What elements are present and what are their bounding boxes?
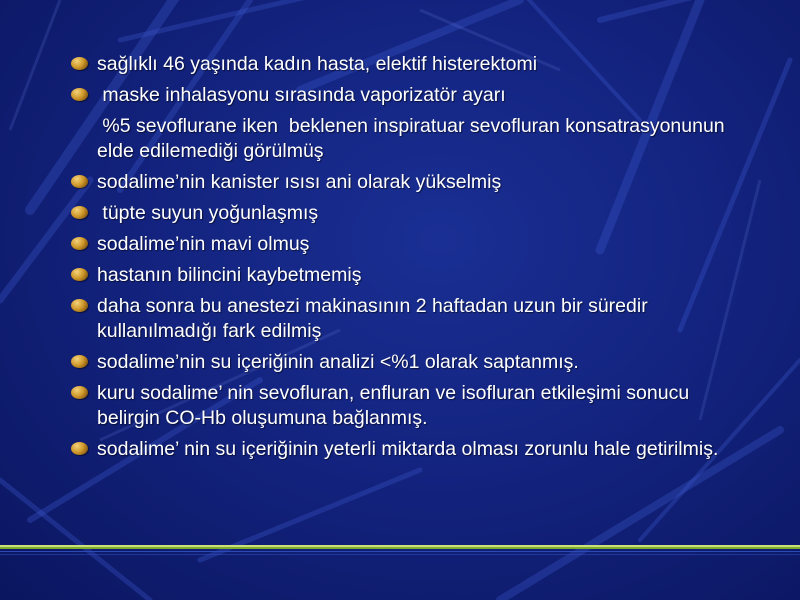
list-item	[66, 437, 756, 462]
gold-ball-bullet-icon	[71, 237, 88, 250]
list-item	[66, 294, 756, 344]
list-item-text: sodalime’nin su içeriğinin analizi <%1 olarak saptanmış.	[97, 351, 579, 373]
bottom-rule	[0, 545, 800, 557]
list-item-text: hastanın bilincini kaybetmemiş	[97, 264, 362, 286]
list-item-text: kuru sodalime’ nin sevofluran, enfluran ve isofluran etkileşimi sonucu belirgin CO-Hb oluşumuna bağlanmış.	[97, 382, 695, 429]
list-item	[66, 170, 756, 195]
bullet-list	[66, 52, 756, 468]
list-item-text: tüpte suyun yoğunlaşmış	[97, 202, 319, 224]
gold-ball-bullet-icon	[71, 206, 88, 219]
list-item	[66, 201, 756, 226]
list-item	[66, 114, 756, 164]
list-item-text: maske inhalasyonu sırasında vaporizatör ayarı	[97, 84, 506, 106]
list-item-text: sodalime’ nin su içeriğinin yeterli miktarda olması zorunlu hale getirilmiş.	[97, 438, 719, 460]
list-item	[66, 263, 756, 288]
gold-ball-bullet-icon	[71, 442, 88, 455]
list-item-text: daha sonra bu anestezi makinasının 2 haftadan uzun bir süredir kullanılmadığı fark edilmiş	[97, 295, 654, 342]
list-item	[66, 350, 756, 375]
list-item-text: sodalime’nin kanister ısısı ani olarak yükselmiş	[97, 171, 502, 193]
gold-ball-bullet-icon	[71, 175, 88, 188]
gold-ball-bullet-icon	[71, 299, 88, 312]
gold-ball-bullet-icon	[71, 386, 88, 399]
list-item-text: sodalime’nin mavi olmuş	[97, 233, 310, 255]
list-item	[66, 232, 756, 257]
gold-ball-bullet-icon	[71, 88, 88, 101]
list-item	[66, 381, 756, 431]
gold-ball-bullet-icon	[71, 355, 88, 368]
gold-ball-bullet-icon	[71, 268, 88, 281]
list-item	[66, 83, 756, 108]
list-item	[66, 52, 756, 77]
list-item-text: sağlıklı 46 yaşında kadın hasta, elektif histerektomi	[97, 53, 538, 75]
list-item-text: %5 sevoflurane iken beklenen inspiratuar sevofluran konsatrasyonunun elde edilemediği görülmüş	[97, 115, 731, 162]
gold-ball-bullet-icon	[71, 57, 88, 70]
